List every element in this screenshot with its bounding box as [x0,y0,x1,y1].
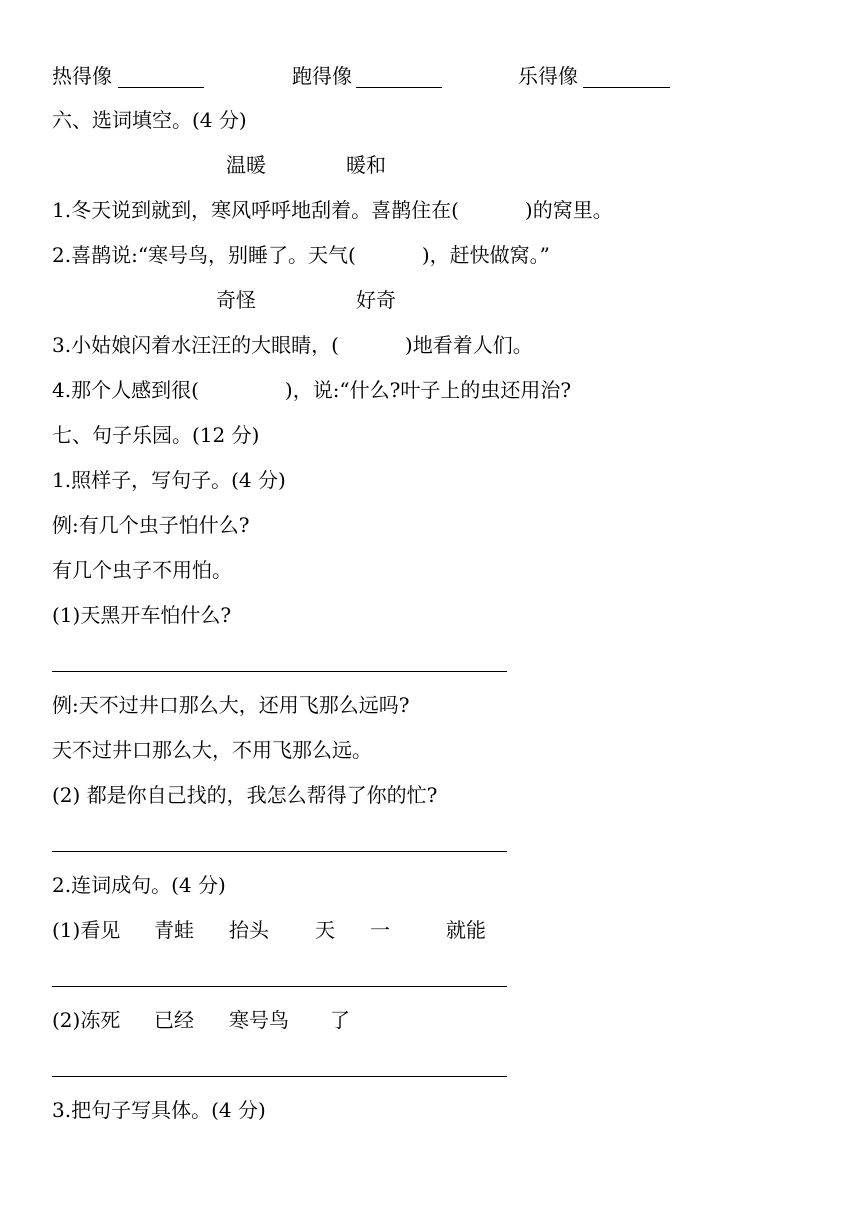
fill-blank-hot[interactable] [118,87,204,88]
question-6-3-after: )地看着人们。 [404,333,533,357]
word-group-2-word: 寒号鸟 [229,1008,289,1032]
question-6-1-before: 1.冬天说到就到，寒风呼呼地刮着。喜鹊住在( [52,198,459,222]
word-option-wennuan: 温暖 [226,153,266,177]
question-6-2-before: 2.喜鹊说:“寒号鸟，别睡了。天气( [52,243,356,267]
answer-line-7-1-2[interactable] [52,851,507,852]
section-6-title: 六、选词填空。(4 分) [52,108,247,132]
fill-item-happy [518,62,578,90]
fill-label-run: 跑得像 [292,64,352,88]
word-group-1-word: 天 [315,918,335,942]
question-6-3 [52,331,533,359]
word-group-1-num: (1)看见 [52,918,121,942]
question-6-1-after: )的窝里。 [524,198,613,222]
example-2-answer: 天不过井口那么大，不用飞那么远。 [52,738,372,762]
word-option-nuanhuo: 暖和 [346,153,386,177]
question-6-2 [52,241,550,269]
example-1-question: 例:有几个虫子怕什么? [52,513,250,537]
word-group-2-word: 已经 [154,1008,194,1032]
question-6-4 [52,376,571,404]
word-group-1-word: 就能 [446,918,486,942]
fill-blank-happy[interactable] [583,87,670,88]
word-group-2-num: (2)冻死 [52,1008,121,1032]
question-7-1-2: (2) 都是你自己找的，我怎么帮得了你的忙? [52,783,438,807]
word-group-1-word: 抬头 [229,918,269,942]
section-7-title: 七、句子乐园。(12 分) [52,423,260,447]
word-option-qiguai: 奇怪 [216,288,256,312]
answer-line-7-1-1[interactable] [52,671,507,672]
example-1-answer: 有几个虫子不用怕。 [52,558,232,582]
part-2-title: 2.连词成句。(4 分) [52,873,226,897]
question-7-1-1: (1)天黑开车怕什么? [52,603,232,627]
part-1-title: 1.照样子，写句子。(4 分) [52,468,286,492]
example-2-question: 例:天不过井口那么大，还用飞那么远吗? [52,693,410,717]
word-option-haoqi: 好奇 [356,288,396,312]
fill-blank-run[interactable] [356,87,442,88]
question-6-4-after: )，说:“什么?叶子上的虫还用治? [284,378,572,402]
answer-line-7-2-2[interactable] [52,1076,507,1077]
fill-label-hot: 热得像 [52,64,112,88]
question-6-2-after: )，赶快做窝。” [421,243,550,267]
word-group-1-word: 青蛙 [154,918,194,942]
fill-item-run [292,62,352,90]
question-6-1 [52,196,613,224]
fill-item-hot [52,62,112,90]
question-6-4-before: 4.那个人感到很( [52,378,199,402]
word-group-1-word: 一 [370,918,390,942]
fill-label-happy: 乐得像 [518,64,578,88]
part-3-title: 3.把句子写具体。(4 分) [52,1098,266,1122]
question-6-3-before: 3.小姑娘闪着水汪汪的大眼睛，( [52,333,339,357]
word-group-2-word: 了 [330,1008,350,1032]
answer-line-7-2-1[interactable] [52,986,507,987]
